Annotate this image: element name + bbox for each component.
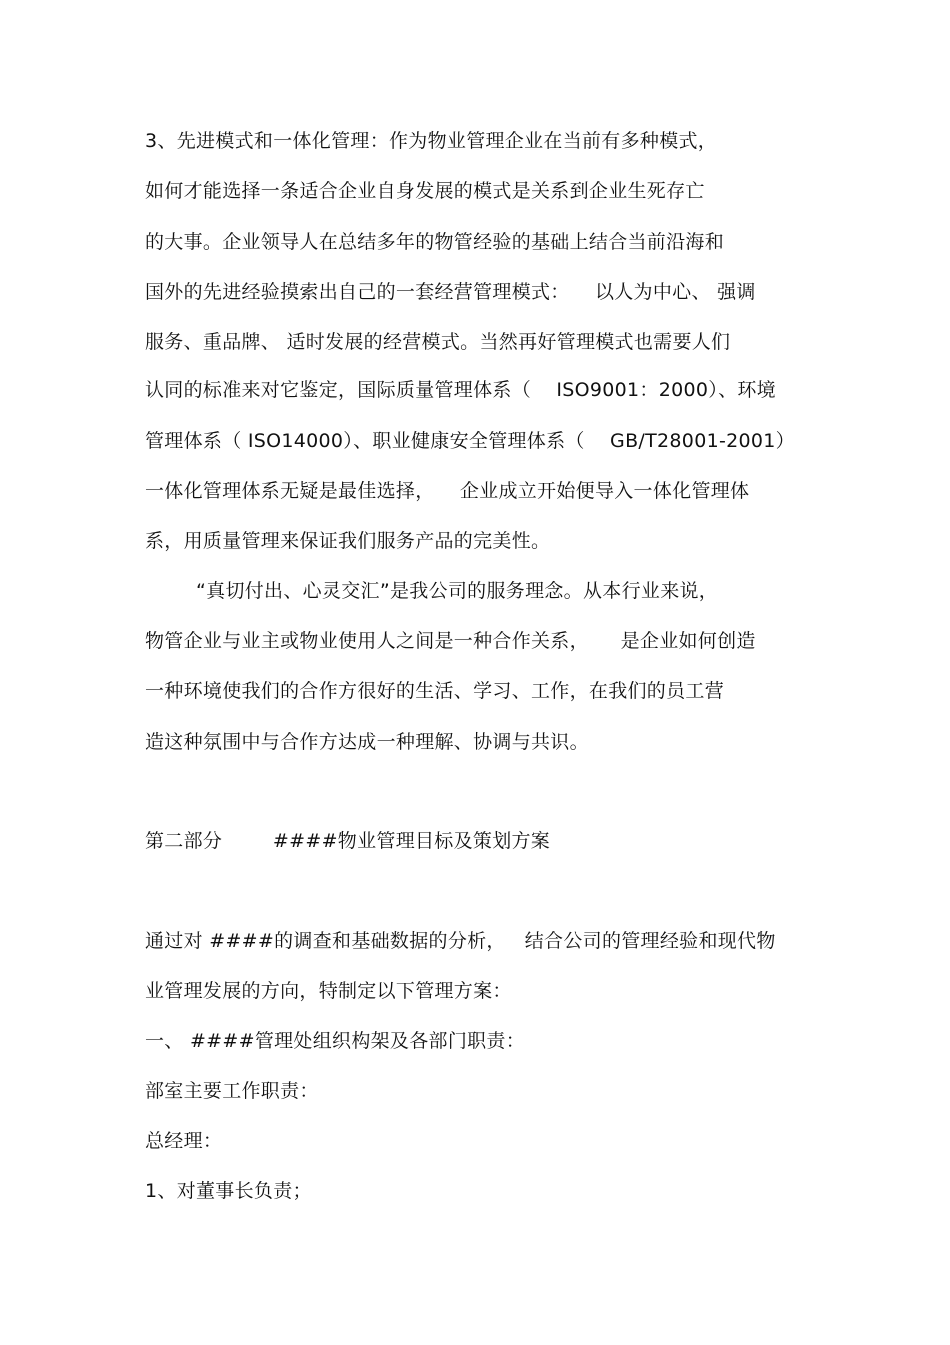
- list-item: 1、对董事长负责；: [145, 1180, 312, 1202]
- paragraph-line: “真切付出、心灵交汇”是我公司的服务理念。从本行业来说，: [196, 580, 719, 602]
- section-heading: 第二部分 ####物业管理目标及策划方案: [145, 830, 551, 852]
- paragraph-line: 部室主要工作职责：: [145, 1080, 319, 1102]
- paragraph-line: 一种环境使我们的合作方很好的生活、学习、工作，在我们的员工营: [145, 680, 725, 702]
- paragraph-line: 总经理：: [145, 1130, 223, 1152]
- paragraph-line: 认同的标准来对它鉴定，国际质量管理体系（ ISO9001：2000）、环境: [145, 379, 776, 401]
- paragraph-line: 业管理发展的方向，特制定以下管理方案：: [145, 980, 512, 1002]
- paragraph-line: 服务、重品牌、 适时发展的经营模式。当然再好管理模式也需要人们: [145, 331, 731, 353]
- paragraph-line: 如何才能选择一条适合企业自身发展的模式是关系到企业生死存亡: [145, 180, 705, 202]
- paragraph-line: 3、先进模式和一体化管理：作为物业管理企业在当前有多种模式，: [145, 130, 718, 152]
- paragraph-line: 造这种氛围中与合作方达成一种理解、协调与共识。: [145, 731, 589, 753]
- paragraph-line: 管理体系（ ISO14000）、职业健康安全管理体系（ GB/T28001-2001）: [145, 430, 795, 452]
- paragraph-line: 系，用质量管理来保证我们服务产品的完美性。: [145, 530, 551, 552]
- paragraph-line: 的大事。企业领导人在总结多年的物管经验的基础上结合当前沿海和: [145, 231, 725, 253]
- paragraph-line: 通过对 ####的调查和基础数据的分析， 结合公司的管理经验和现代物: [145, 930, 776, 952]
- paragraph-line: 国外的先进经验摸索出自己的一套经营管理模式： 以人为中心、 强调: [145, 281, 756, 303]
- paragraph-line: 一体化管理体系无疑是最佳选择， 企业成立开始便导入一体化管理体: [145, 480, 750, 502]
- list-heading: 一、 ####管理处组织构架及各部门职责：: [145, 1030, 526, 1052]
- paragraph-line: 物管企业与业主或物业使用人之间是一种合作关系， 是企业如何创造: [145, 630, 756, 652]
